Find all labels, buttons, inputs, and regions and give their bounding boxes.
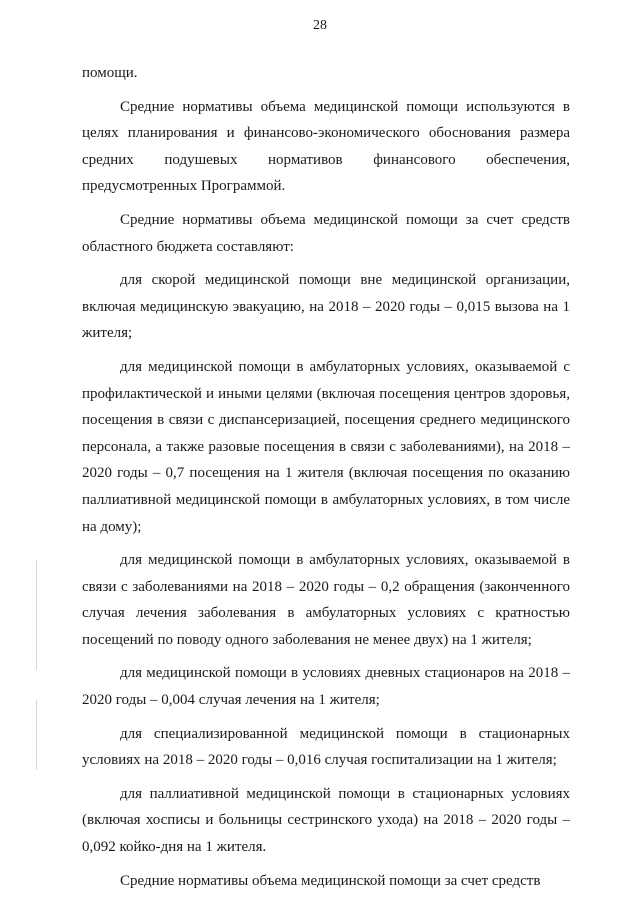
paragraph-regional-budget-intro: Средние нормативы объема медицинской помощи за счет средств областного бюджета составляют: (82, 211, 570, 255)
paragraph-day-hospital: для медицинской помощи в условиях дневных стационаров на 2018 – 2020 годы – 0,004 случая лечения на 1 жителя; (82, 665, 570, 709)
scan-margin-line (36, 560, 37, 670)
paragraph-emergency-care: для скорой медицинской помощи вне медицинской организации, включая медицинскую эвакуацию, на 2018 – 2020 годы – 0,015 вызова на 1 жителя; (82, 272, 570, 342)
paragraph-purpose: Средние нормативы объема медицинской помощи используются в целях планирования и финансово-экономического обоснования размера средних подушевых нормативов финансового обеспечения, предусмотренных Программой. (82, 98, 570, 195)
page-number: 28 (313, 18, 327, 33)
paragraph-specialized-inpatient: для специализированной медицинской помощи в стационарных условиях на 2018 – 2020 годы – 0,016 случая госпитализации на 1 жителя; (82, 725, 570, 769)
paragraph-outpatient-disease: для медицинской помощи в амбулаторных условиях, оказываемой в связи с заболеваниями на 2018 – 2020 годы – 0,2 обращения (законченного случая лечения заболевания в амбулаторных условиях с кратностью посещений по поводу одного заболевания не менее двух) на 1 жителя; (82, 552, 570, 648)
document-body (82, 60, 570, 894)
paragraph-continuation: помощи. (82, 65, 138, 81)
paragraph-outpatient-preventive: для медицинской помощи в амбулаторных условиях, оказываемой с профилактической и иными целями (включая посещения центров здоровья, посещения в связи с диспансеризацией, посещения среднего медицинского персонала, а также разовые посещения в связи с заболеваниями), на 2018 – 2020 годы – 0,7 посещения на 1 жителя (включая посещения по оказанию паллиативной медицинской помощи в амбулаторных условиях, в том числе на дому); (82, 358, 570, 535)
paragraph-palliative-inpatient: для паллиативной медицинской помощи в стационарных условиях (включая хосписы и больницы сестринского ухода) на 2018 – 2020 годы – 0,092 койко-дня на 1 жителя. (82, 785, 570, 856)
paragraph-next-section: Средние нормативы объема медицинской помощи за счет средств (120, 872, 541, 889)
scan-margin-line-lower (36, 700, 37, 770)
